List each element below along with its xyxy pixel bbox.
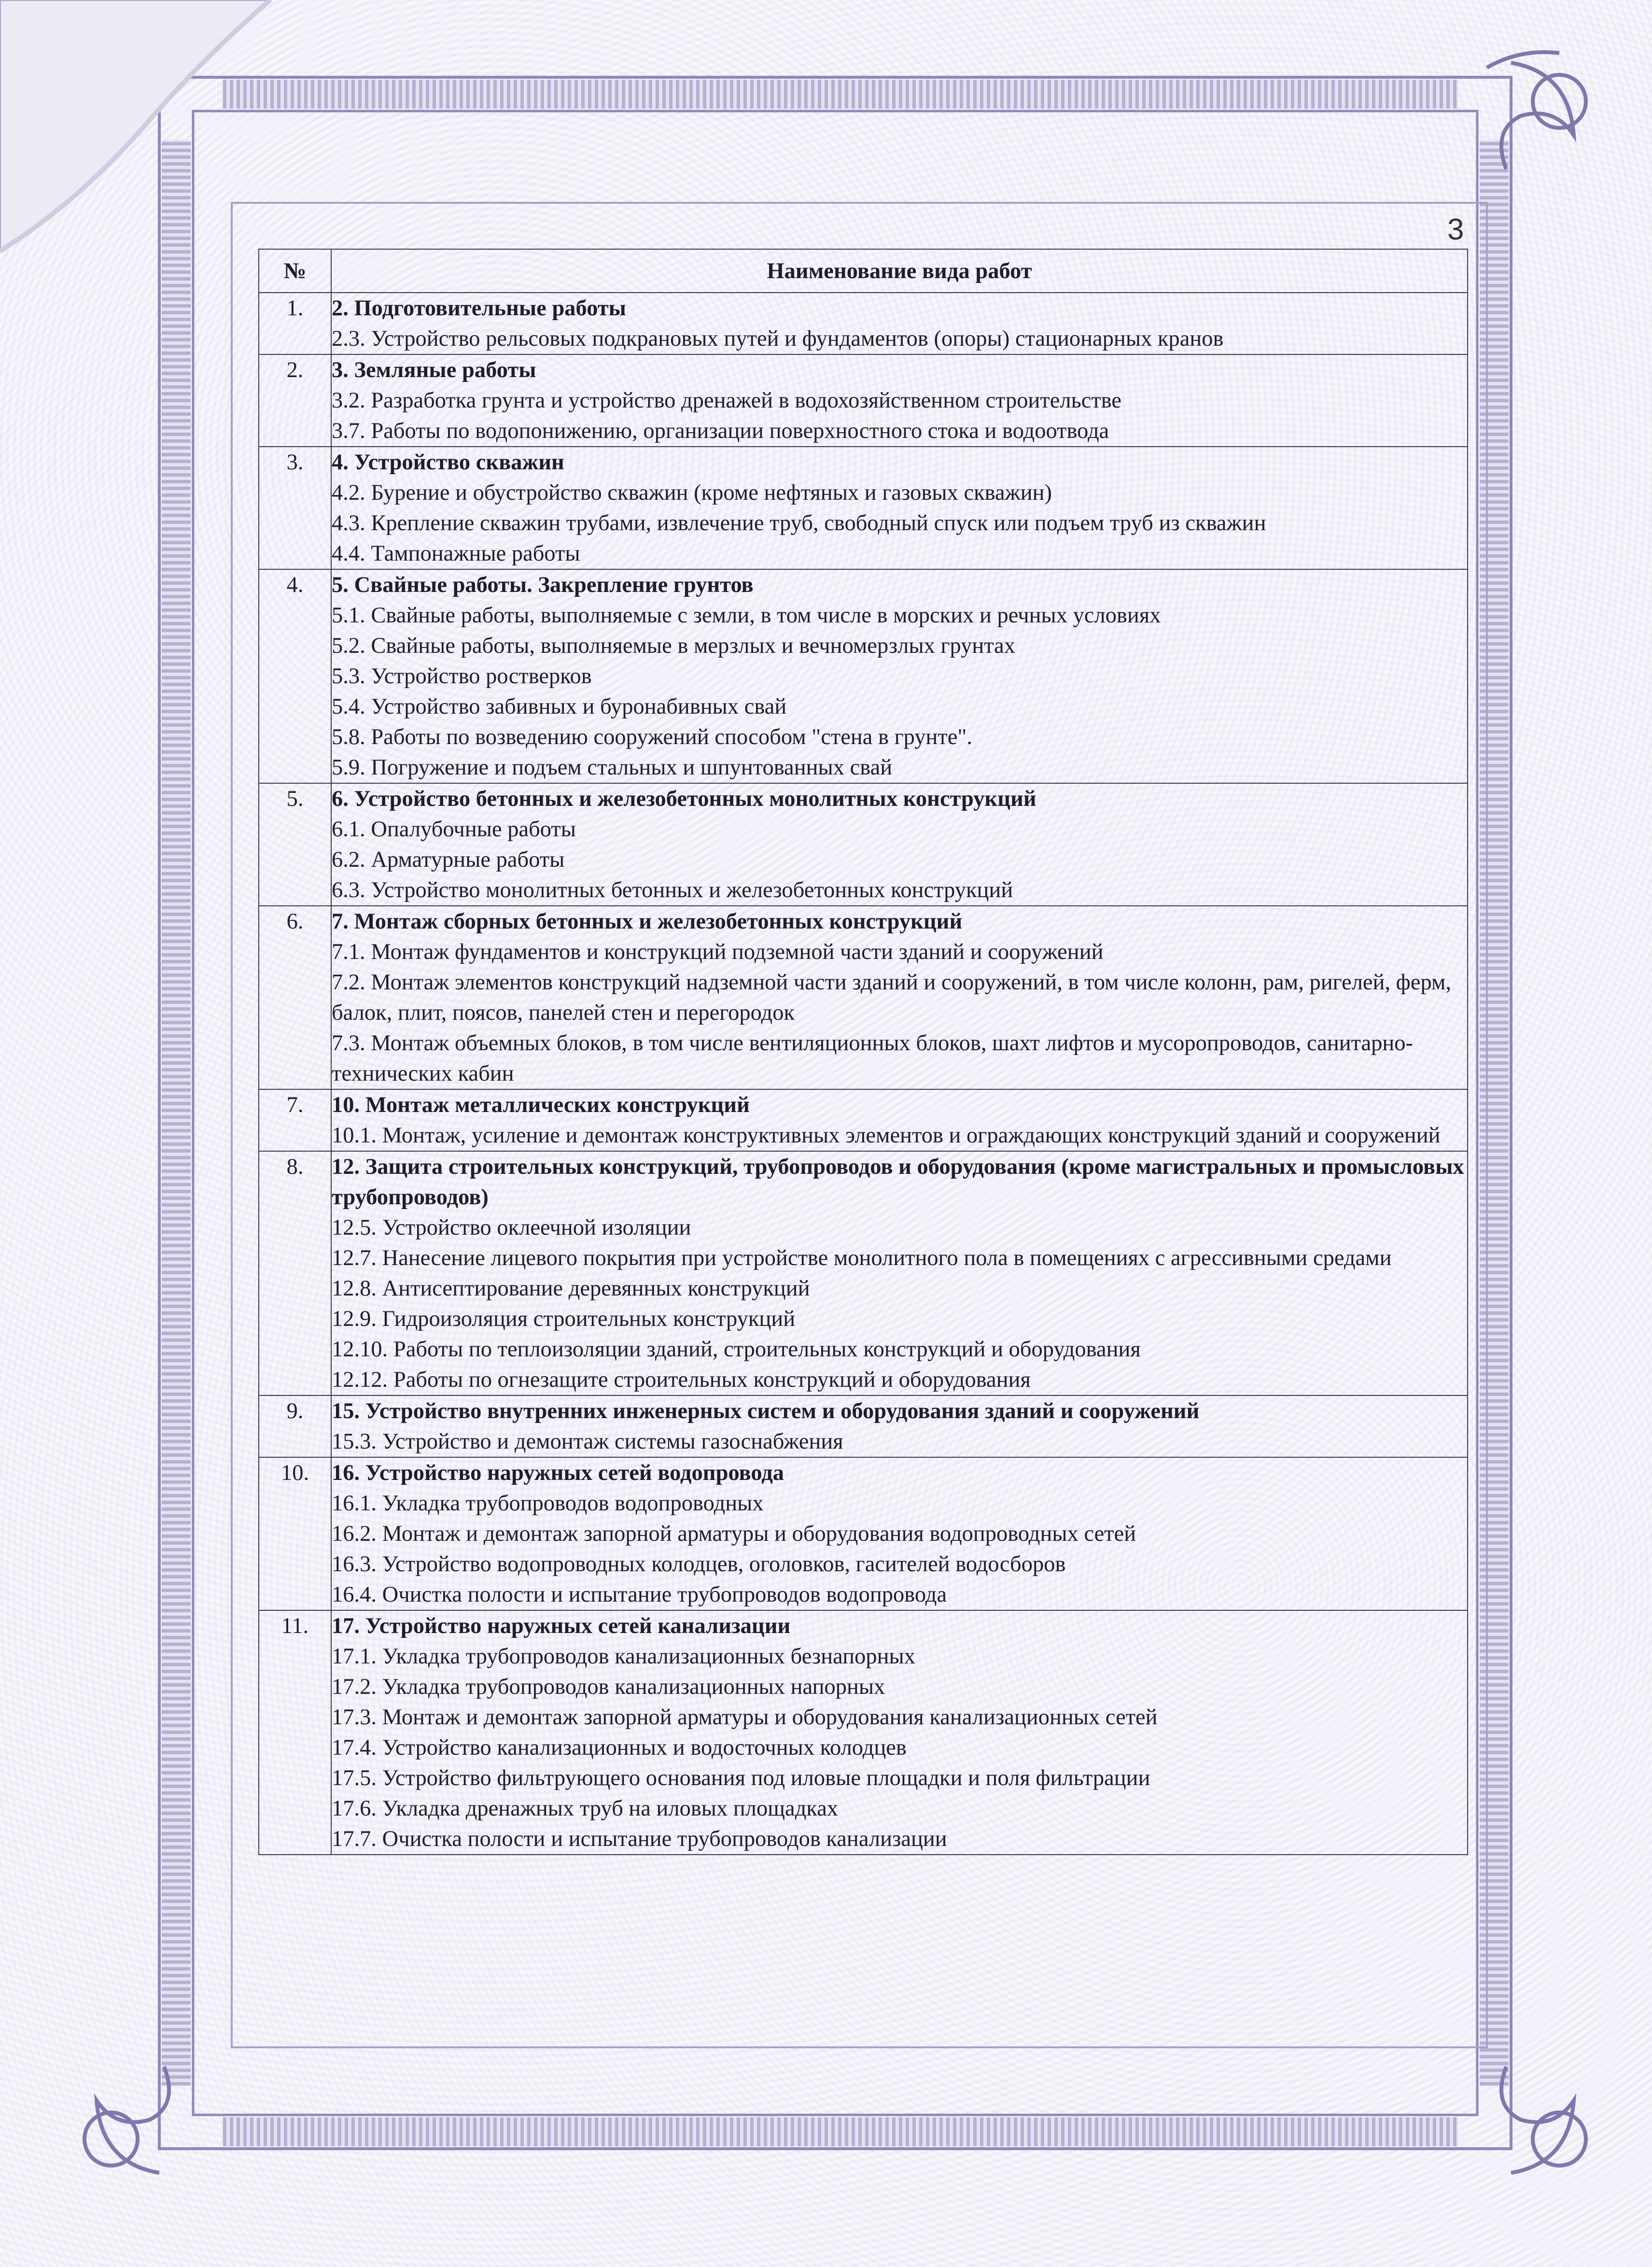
- row-content: [331, 1151, 1468, 1395]
- work-item: 16.2. Монтаж и демонтаж запорной арматуры и оборудования водопроводных сетей: [332, 1521, 1136, 1546]
- work-item: 12.8. Антисептирование деревянных конструкций: [332, 1276, 810, 1301]
- row-number: 7.: [259, 1089, 331, 1151]
- row-content: [331, 1457, 1468, 1610]
- work-item: 4.3. Крепление скважин трубами, извлечение труб, свободный спуск или подъем труб из скважин: [332, 511, 1266, 535]
- work-item: 16.1. Укладка трубопроводов водопроводных: [332, 1491, 764, 1516]
- row-number: 8.: [259, 1151, 331, 1395]
- row-number: 6.: [259, 906, 331, 1089]
- row-number: 5.: [259, 783, 331, 906]
- row-content: [331, 447, 1468, 569]
- section-title: 7. Монтаж сборных бетонных и железобетонных конструкций: [332, 909, 963, 934]
- work-item: 12.10. Работы по теплоизоляции зданий, строительных конструкций и оборудования: [332, 1337, 1141, 1362]
- work-item: 16.4. Очистка полости и испытание трубопроводов водопровода: [332, 1582, 947, 1607]
- row-number: 1.: [259, 293, 331, 354]
- table-row: [259, 906, 1468, 1089]
- work-item: 17.2. Укладка трубопроводов канализационных напорных: [332, 1675, 885, 1699]
- table-row: [259, 569, 1468, 783]
- work-item: 6.1. Опалубочные работы: [332, 817, 576, 842]
- work-item: 7.3. Монтаж объемных блоков, в том числе вентиляционных блоков, шахт лифтов и мусоропроводов, санитарно-технических кабин: [332, 1031, 1413, 1086]
- section-title: 10. Монтаж металлических конструкций: [332, 1093, 750, 1117]
- row-content: [331, 783, 1468, 906]
- table-body: [259, 293, 1468, 1855]
- work-item: 17.4. Устройство канализационных и водосточных колодцев: [332, 1735, 907, 1760]
- work-item: 15.3. Устройство и демонтаж системы газоснабжения: [332, 1429, 843, 1454]
- work-item: 12.12. Работы по огнезащите строительных конструкций и оборудования: [332, 1367, 1031, 1392]
- works-table: [258, 249, 1468, 1855]
- work-item: 5.3. Устройство ростверков: [332, 664, 592, 689]
- row-content: [331, 354, 1468, 447]
- work-item: 3.7. Работы по водопонижению, организации поверхностного стока и водоотвода: [332, 419, 1109, 443]
- table-row: [259, 1151, 1468, 1395]
- work-item: 12.5. Устройство оклеечной изоляции: [332, 1215, 691, 1240]
- section-title: 5. Свайные работы. Закрепление грунтов: [332, 573, 754, 597]
- section-title: 15. Устройство внутренних инженерных систем и оборудования зданий и сооружений: [332, 1399, 1200, 1423]
- work-item: 17.6. Укладка дренажных труб на иловых площадках: [332, 1796, 839, 1821]
- table-row: [259, 293, 1468, 354]
- work-item: 17.1. Укладка трубопроводов канализационных безнапорных: [332, 1644, 915, 1669]
- header-number: №: [259, 249, 331, 293]
- work-item: 16.3. Устройство водопроводных колодцев, оголовков, гасителей водосборов: [332, 1552, 1066, 1577]
- section-title: 12. Защита строительных конструкций, трубопроводов и оборудования (кроме магистральных и промысловых трубопроводов): [332, 1155, 1464, 1210]
- row-content: [331, 569, 1468, 783]
- work-item: 4.2. Бурение и обустройство скважин (кроме нефтяных и газовых скважин): [332, 480, 1052, 505]
- table-row: [259, 1395, 1468, 1457]
- table-row: [259, 354, 1468, 447]
- table-row: [259, 447, 1468, 569]
- row-number: 11.: [259, 1610, 331, 1855]
- section-title: 3. Земляные работы: [332, 358, 536, 382]
- work-item: 17.7. Очистка полости и испытание трубопроводов канализации: [332, 1827, 947, 1851]
- row-content: [331, 1610, 1468, 1855]
- work-item: 17.3. Монтаж и демонтаж запорной арматуры и оборудования канализационных сетей: [332, 1705, 1158, 1730]
- work-item: 12.7. Нанесение лицевого покрытия при устройстве монолитного пола в помещениях с агрессивными средами: [332, 1246, 1392, 1270]
- row-number: 4.: [259, 569, 331, 783]
- table-header-row: [259, 249, 1468, 293]
- work-item: 5.1. Свайные работы, выполняемые с земли, в том числе в морских и речных условиях: [332, 603, 1161, 628]
- work-item: 7.1. Монтаж фундаментов и конструкций подземной части зданий и сооружений: [332, 940, 1104, 964]
- work-item: 10.1. Монтаж, усиление и демонтаж конструктивных элементов и ограждающих конструкций зданий и сооружений: [332, 1123, 1441, 1148]
- section-title: 6. Устройство бетонных и железобетонных монолитных конструкций: [332, 787, 1036, 811]
- row-content: [331, 1395, 1468, 1457]
- row-number: 3.: [259, 447, 331, 569]
- row-number: 9.: [259, 1395, 331, 1457]
- row-number: 10.: [259, 1457, 331, 1610]
- work-item: 4.4. Тампонажные работы: [332, 541, 580, 566]
- header-work-type: Наименование вида работ: [331, 249, 1468, 293]
- table-row: [259, 1610, 1468, 1855]
- row-content: [331, 906, 1468, 1089]
- table-row: [259, 783, 1468, 906]
- work-item: 3.2. Разработка грунта и устройство дренажей в водохозяйственном строительстве: [332, 388, 1122, 413]
- work-item: 5.2. Свайные работы, выполняемые в мерзлых и вечномерзлых грунтах: [332, 634, 1016, 658]
- section-title: 17. Устройство наружных сетей канализации: [332, 1614, 791, 1638]
- section-title: 16. Устройство наружных сетей водопровода: [332, 1461, 784, 1485]
- work-item: 7.2. Монтаж элементов конструкций надземной части зданий и сооружений, в том числе колонн, рам, ригелей, ферм, балок, плит, поясов, панелей стен и перегородок: [332, 970, 1452, 1025]
- work-item: 6.2. Арматурные работы: [332, 847, 565, 872]
- table-row: [259, 1089, 1468, 1151]
- work-item: 5.8. Работы по возведению сооружений способом "стена в грунте".: [332, 725, 972, 749]
- work-item: 17.5. Устройство фильтрующего основания под иловые площадки и поля фильтрации: [332, 1766, 1150, 1790]
- row-content: [331, 1089, 1468, 1151]
- page-number: 3: [1447, 213, 1464, 246]
- table-row: [259, 1457, 1468, 1610]
- work-item: 12.9. Гидроизоляция строительных конструкций: [332, 1307, 796, 1331]
- row-number: 2.: [259, 354, 331, 447]
- work-item: 5.9. Погружение и подъем стальных и шпунтованных свай: [332, 755, 893, 780]
- work-item: 2.3. Устройство рельсовых подкрановых путей и фундаментов (опоры) стационарных кранов: [332, 326, 1224, 351]
- work-item: 5.4. Устройство забивных и буронабивных свай: [332, 694, 787, 719]
- section-title: 4. Устройство скважин: [332, 450, 564, 475]
- row-content: [331, 293, 1468, 354]
- section-title: 2. Подготовительные работы: [332, 296, 626, 321]
- work-item: 6.3. Устройство монолитных бетонных и железобетонных конструкций: [332, 878, 1013, 902]
